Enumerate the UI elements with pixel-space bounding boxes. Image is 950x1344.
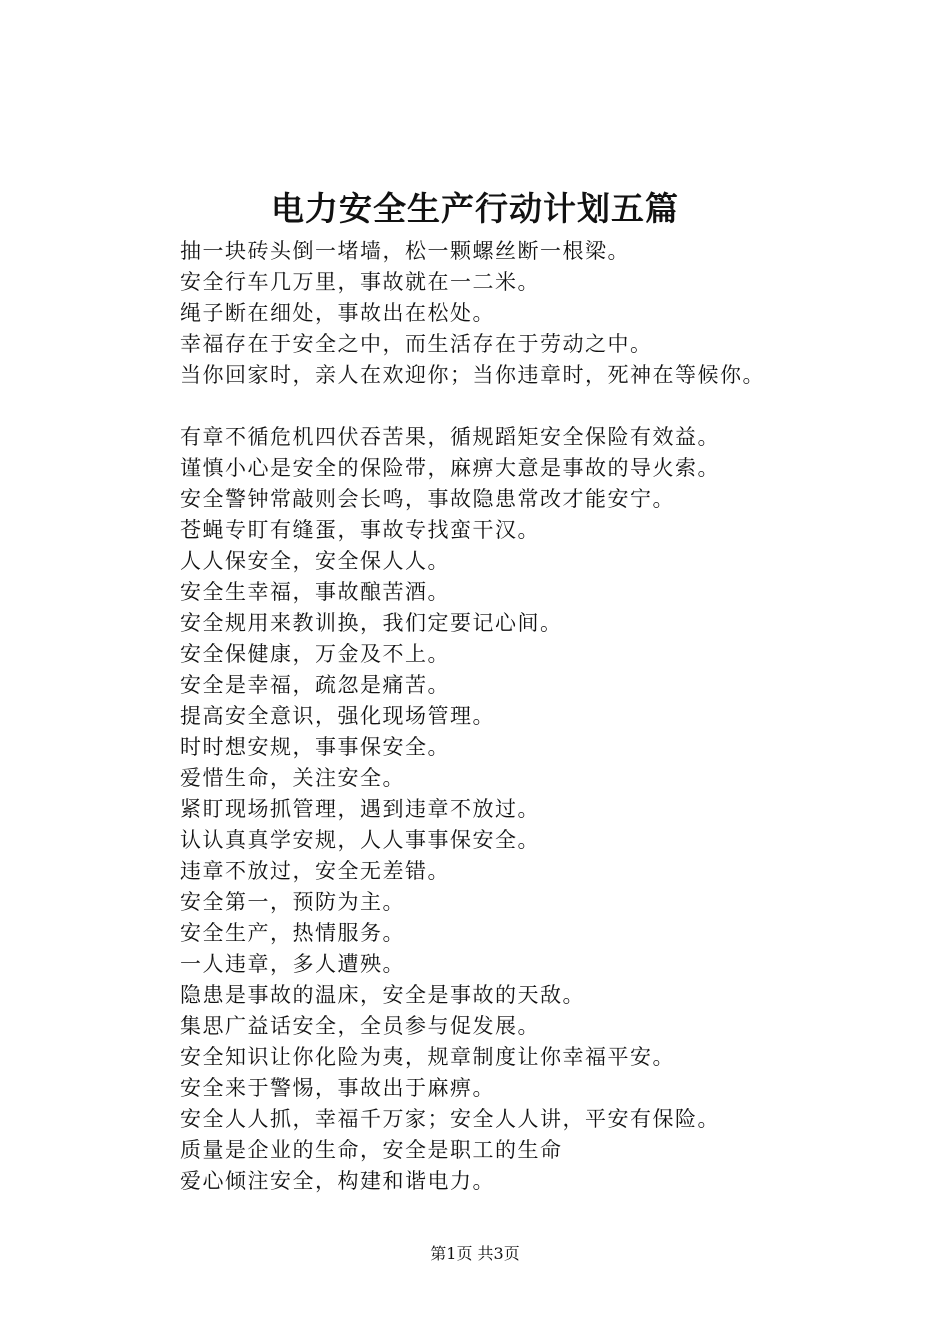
text-line: 爱心倾注安全，构建和谐电力。 [180, 1169, 495, 1193]
paragraph-gap [180, 391, 880, 422]
text-line: 有章不循危机四伏吞苦果，循规蹈矩安全保险有效益。 [180, 425, 720, 449]
text-line: 绳子断在细处，事故出在松处。 [180, 301, 495, 325]
text-line: 人人保安全，安全保人人。 [180, 549, 450, 573]
text-line: 安全第一，预防为主。 [180, 890, 405, 914]
text-line: 违章不放过，安全无差错。 [180, 859, 450, 883]
text-line: 幸福存在于安全之中，而生活存在于劳动之中。 [180, 332, 653, 356]
text-line: 当你回家时，亲人在欢迎你；当你违章时，死神在等候你。 [180, 363, 765, 387]
text-line: 安全来于警惕，事故出于麻痹。 [180, 1076, 495, 1100]
text-line: 认认真真学安规，人人事事保安全。 [180, 828, 540, 852]
text-line: 集思广益话安全，全员参与促发展。 [180, 1014, 540, 1038]
text-line: 爱惜生命，关注安全。 [180, 766, 405, 790]
page-number-footer: 第1页 共3页 [430, 1244, 520, 1263]
text-line: 提高安全意识，强化现场管理。 [180, 704, 495, 728]
text-line: 谨慎小心是安全的保险带，麻痹大意是事故的导火索。 [180, 456, 720, 480]
text-line: 安全生产，热情服务。 [180, 921, 405, 945]
document-title: 电力安全生产行动计划五篇 [271, 189, 679, 228]
text-line: 安全保健康，万金及不上。 [180, 642, 450, 666]
text-line: 隐患是事故的温床，安全是事故的天敌。 [180, 983, 585, 1007]
text-line: 安全知识让你化险为夷，规章制度让你幸福平安。 [180, 1045, 675, 1069]
document-body [180, 236, 880, 1197]
text-line: 时时想安规，事事保安全。 [180, 735, 450, 759]
text-line: 质量是企业的生命，安全是职工的生命 [180, 1138, 563, 1162]
text-line: 抽一块砖头倒一堵墙，松一颗螺丝断一根梁。 [180, 239, 630, 263]
text-line: 安全人人抓，幸福千万家；安全人人讲，平安有保险。 [180, 1107, 720, 1131]
text-line: 紧盯现场抓管理，遇到违章不放过。 [180, 797, 540, 821]
text-line: 安全生幸福，事故酿苦酒。 [180, 580, 450, 604]
text-line: 安全规用来教训换，我们定要记心间。 [180, 611, 563, 635]
text-line: 安全行车几万里，事故就在一二米。 [180, 270, 540, 294]
text-line: 安全是幸福，疏忽是痛苦。 [180, 673, 450, 697]
text-line: 一人违章，多人遭殃。 [180, 952, 405, 976]
text-line: 苍蝇专盯有缝蛋，事故专找蛮干汉。 [180, 518, 540, 542]
text-line: 安全警钟常敲则会长鸣，事故隐患常改才能安宁。 [180, 487, 675, 511]
